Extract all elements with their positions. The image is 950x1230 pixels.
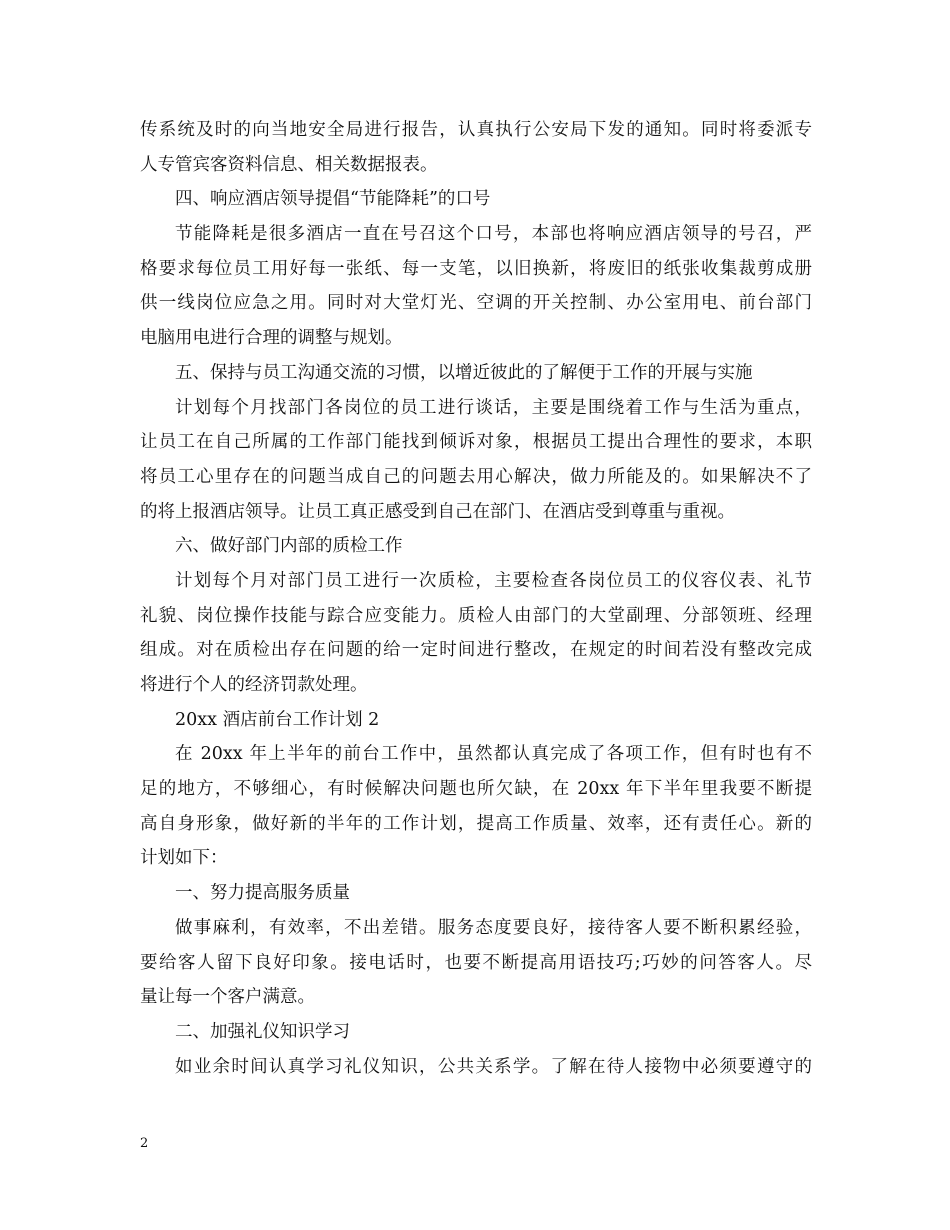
text-line: 要给客人留下良好印象。接电话时，也要不断提高用语技巧;巧妙的问答客人。尽 [140,952,812,973]
text-line: 计划每个月对部门员工进行一次质检，主要检查各岗位员工的仪容仪表、礼节 [175,570,812,591]
text-line: 做事麻利，有效率，不出差错。服务态度要良好，接待客人要不断积累经验， [175,917,812,938]
text-line: 让员工在自己所属的工作部门能找到倾诉对象，根据员工提出合理性的要求，本职 [140,432,812,453]
text-line: 的将上报酒店领导。让员工真正感受到自己在部门、在酒店受到尊重与重视。 [140,501,735,522]
text-line: 电脑用电进行合理的调整与规划。 [140,328,403,349]
section-heading: 六、做好部门内部的质检工作 [175,536,403,557]
text-line: 高自身形象，做好新的半年的工作计划，提高工作质量、效率，还有责任心。新的 [140,813,812,834]
section-heading: 一、努力提高服务质量 [175,883,350,904]
text-line: 格要求每位员工用好每一张纸、每一支笔，以旧换新，将废旧的纸张收集裁剪成册 [140,258,812,279]
text-line: 供一线岗位应急之用。同时对大堂灯光、空调的开关控制、办公室用电、前台部门 [140,293,812,314]
text-line: 组成。对在质检出存在问题的给一定时间进行整改，在规定的时间若没有整改完成 [140,640,812,661]
text-line: 传系统及时的向当地安全局进行报告，认真执行公安局下发的通知。同时将委派专 [140,120,812,140]
text-line: 人专管宾客资料信息、相关数据报表。 [140,154,438,175]
section-heading: 二、加强礼仪知识学习 [175,1021,350,1042]
text-line: 将进行个人的经济罚款处理。 [140,675,368,695]
section-heading: 四、响应酒店领导提倡“节能降耗”的口号 [175,189,491,210]
section-heading: 五、保持与员工沟通交流的习惯，以增近彼此的了解便于工作的开展与实施 [175,362,753,383]
document-body [140,113,812,1084]
text-line: 将员工心里存在的问题当成自己的问题去用心解决，做力所能及的。如果解决不了 [140,466,812,487]
text-line: 计划每个月找部门各岗位的员工进行谈话，主要是围绕着工作与生活为重点， [175,397,812,418]
text-line: 在 20xx 年上半年的前台工作中，虽然都认真完成了各项工作，但有时也有不 [175,744,812,765]
text-line: 礼貌、岗位操作技能与踪合应变能力。质检人由部门的大堂副理、分部领班、经理 [140,605,812,626]
text-line: 足的地方，不够细心，有时候解决问题也所欠缺，在 20xx 年下半年里我要不断提 [140,779,812,800]
text-line: 计划如下： [140,848,228,869]
text-line: 节能降耗是很多酒店一直在号召这个口号，本部也将响应酒店领导的号召，严 [175,224,812,245]
text-line: 量让每一个客户满意。 [140,987,315,1008]
page-number: 2 [140,1136,149,1151]
document-subtitle: 20xx 酒店前台工作计划 2 [175,709,380,730]
text-line: 如业余时间认真学习礼仪知识，公共关系学。了解在待人接物中必须要遵守的 [175,1056,812,1077]
